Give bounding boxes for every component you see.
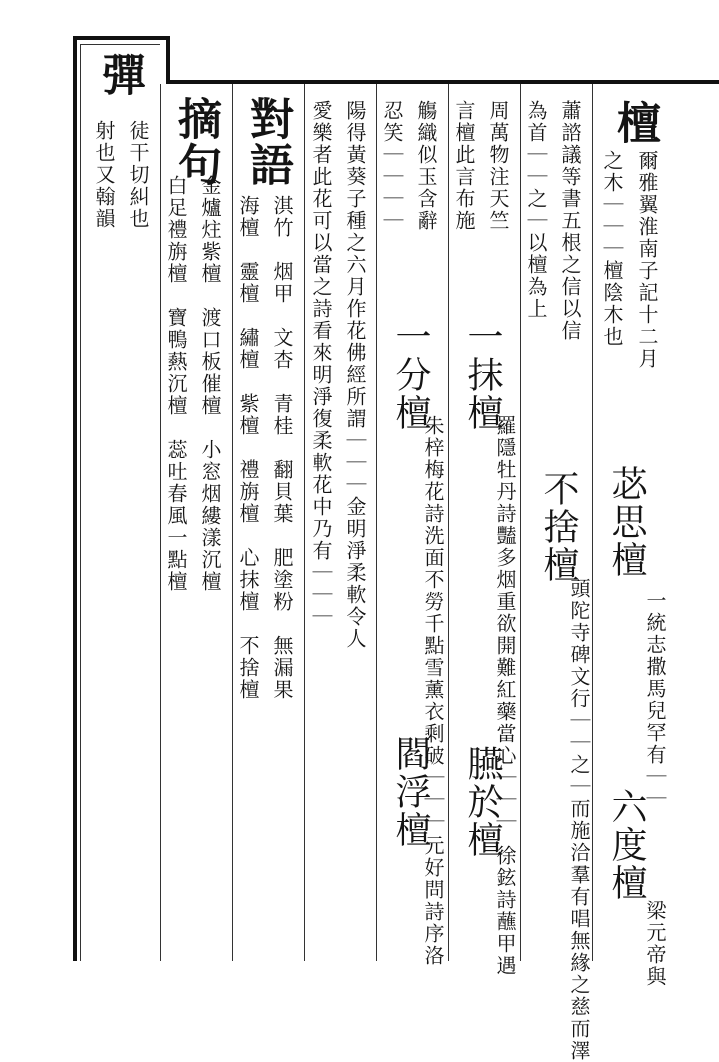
next-note-line: 射也又翰韻: [92, 120, 116, 230]
column-rule: [448, 84, 449, 961]
phrase-title: 臙於檀: [462, 745, 503, 859]
entry-note-line: 觴織似玉含辭: [414, 100, 438, 232]
entry-note-line: 愛樂者此花可以當之詩看來明淨復柔軟花中乃有｜｜｜: [309, 100, 333, 628]
zhaiju-line: 白足禮旃檀 寶鴨爇沉檀 蕊吐春風一點檀: [164, 175, 188, 593]
phrase-title: 不捨檀: [538, 470, 579, 584]
duiyu-line: 海檀 靈檀 繡檀 紫檀 禮旃檀 心抹檀 不捨檀: [236, 195, 260, 701]
frame-border-top-right: [166, 80, 719, 84]
phrase-title: 六度檀: [606, 788, 647, 902]
entry-note-line: 之木｜｜｜檀陰木也: [600, 150, 624, 348]
entry-note-line: 周萬物注天竺: [486, 100, 510, 232]
zhaiju-label: 摘句: [170, 96, 221, 188]
entry-note-line: 忍笑｜｜｜｜: [380, 100, 404, 232]
column-rule: [520, 84, 521, 961]
phrase-title: 閻浮檀: [390, 735, 431, 849]
entry-note-line: 蕭諮議等書五根之信以信: [558, 100, 582, 342]
column-rule: [304, 84, 305, 961]
entry-note-line: 爾雅翼淮南子記十二月: [635, 150, 659, 370]
column-rule: [376, 84, 377, 961]
phrase-note: 梁元帝與: [643, 900, 667, 988]
duiyu-label: 對語: [242, 96, 293, 188]
entry-heading: 檀: [609, 100, 660, 146]
frame-border-left: [73, 36, 77, 961]
duiyu-line: 淇竹 烟甲 文杏 青桂 翻貝葉 肥塗粉 無漏果: [270, 195, 294, 701]
column-rule: [232, 84, 233, 961]
entry-note-line: 陽得黃葵子種之六月作花佛經所謂｜｜｜金明淨柔軟令人: [343, 100, 367, 650]
phrase-note: 羅隱牡丹詩豔多烟重欲開難紅藥當心｜｜｜: [493, 415, 517, 833]
phrase-title: 苾思檀: [606, 465, 647, 579]
frame-notch: [166, 36, 170, 84]
entry-note-line: 為首｜｜之｜以檀為上: [524, 100, 548, 320]
frame-border-top: [73, 36, 168, 40]
entry-note-line: 言檀此言布施: [452, 100, 476, 232]
phrase-title: 一分檀: [390, 318, 431, 432]
phrase-note: 徐鉉詩蘸甲遇: [493, 845, 517, 977]
phrase-note: 朱梓梅花詩洗面不勞千點雪薰衣剩破｜｜｜: [421, 415, 445, 833]
frame-inner-left: [80, 44, 81, 961]
next-note-line: 徒干切糾也: [126, 120, 150, 230]
phrase-note: 頭陀寺碑文行｜｜之｜而施洽羣有唱無緣之慈而澤: [567, 578, 591, 1062]
frame-inner-top: [80, 44, 160, 45]
column-rule: [160, 84, 161, 961]
phrase-note: 一統志撒馬兒罕有｜｜: [643, 590, 667, 810]
zhaiju-line: 金爐炷紫檀 渡口板催檀 小窓烟縷漾沉檀: [198, 175, 222, 593]
phrase-note: 元好問詩序洛: [421, 835, 445, 967]
column-rule: [592, 84, 593, 961]
phrase-title: 一抹檀: [462, 318, 503, 432]
next-heading: 彈: [94, 52, 145, 98]
